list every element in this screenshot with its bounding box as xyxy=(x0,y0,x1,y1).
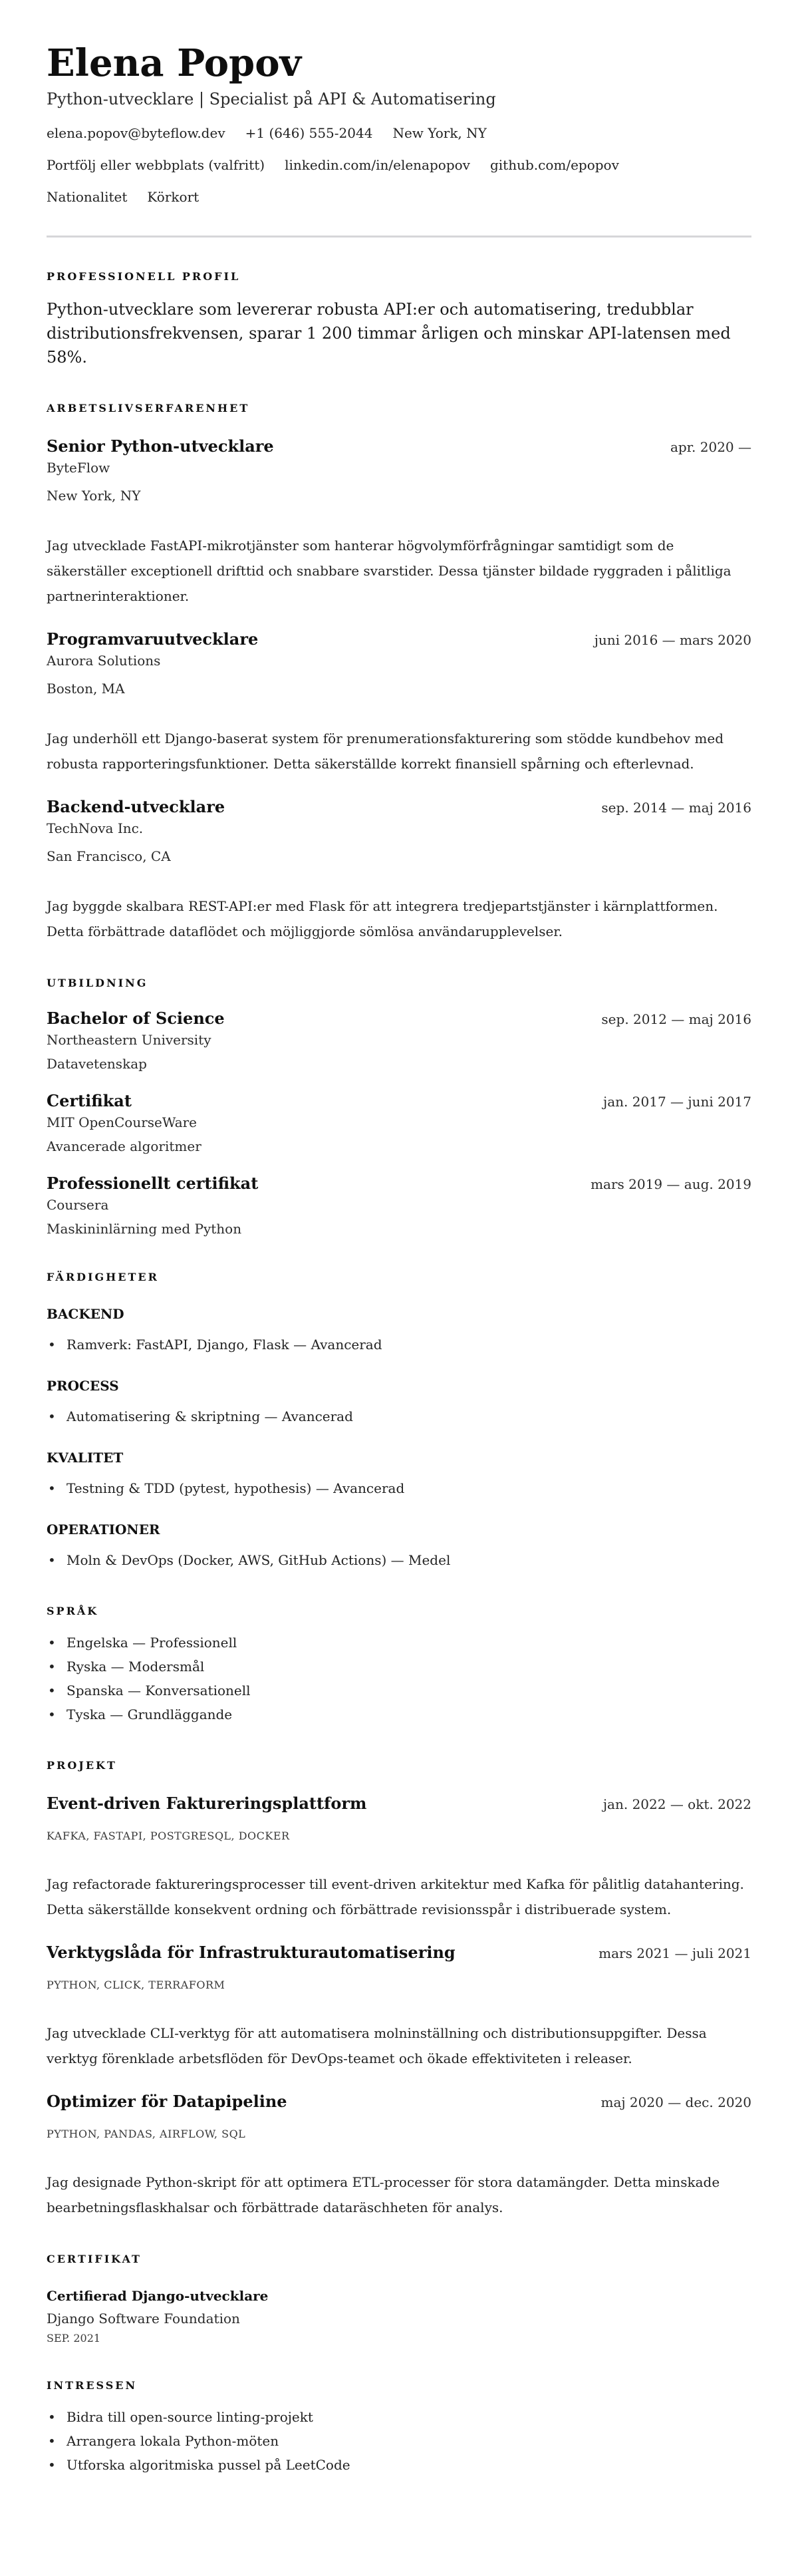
skill-list xyxy=(47,1333,751,1357)
company-name: TechNova Inc. xyxy=(47,820,144,836)
degree-title: Certifikat xyxy=(47,1091,132,1110)
interest-list xyxy=(47,2405,751,2477)
skill-list xyxy=(47,1476,751,1500)
section-title-certifications: CERTIFIKAT xyxy=(47,2253,142,2265)
contact-row-personal xyxy=(47,188,751,206)
experience-entry xyxy=(47,796,751,944)
github-link[interactable]: github.com/epopov xyxy=(489,157,619,173)
contact-row-links xyxy=(47,156,751,174)
languages-section xyxy=(47,1604,751,1726)
job-title: Senior Python-utvecklare xyxy=(47,436,274,456)
profile-section xyxy=(47,269,751,369)
linkedin-link[interactable]: linkedin.com/in/elenapopov xyxy=(285,157,470,173)
contact-row-primary xyxy=(47,124,751,142)
skill-item: • Testning & TDD (pytest, hypothesis) — Avancerad xyxy=(47,1476,751,1500)
section-title-experience: ARBETSLIVSERFARENHET xyxy=(47,402,250,414)
project-description: Jag designade Python-skript för att optimera ETL-processer för stora datamängder. Detta minskade bearbetningsflaskhalsar och förbättrade dataräschheten för analys. xyxy=(47,2174,720,2215)
project-name: Verktygslåda för Infrastrukturautomatisering xyxy=(47,1943,456,1962)
profile-summary: Python-utvecklare som levererar robusta API:er och automatisering, tredubblar distributionsfrekvensen, sparar 1 200 timmar årligen och minskar API-latensen med 58%. xyxy=(47,300,731,367)
skill-item: • Automatisering & skriptning — Avancerad xyxy=(47,1404,751,1428)
skill-group-title: KVALITET xyxy=(47,1450,124,1466)
header-divider xyxy=(47,236,751,238)
language-item: • Tyska — Grundläggande xyxy=(47,1702,751,1726)
language-item: • Spanska — Konversationell xyxy=(47,1679,751,1702)
field-of-study: Datavetenskap xyxy=(47,1056,147,1072)
education-date: sep. 2012 — maj 2016 xyxy=(601,1011,751,1027)
job-title: Backend-utvecklare xyxy=(47,797,225,816)
field-of-study: Avancerade algoritmer xyxy=(47,1138,201,1154)
interest-item: • Arrangera lokala Python-möten xyxy=(47,2429,751,2453)
project-name: Optimizer för Datapipeline xyxy=(47,2092,287,2111)
project-tech-stack: PYTHON, CLICK, TERRAFORM xyxy=(47,1979,225,1991)
candidate-name: Elena Popov xyxy=(47,41,302,85)
location: New York, NY xyxy=(392,125,487,141)
interest-item: • Utforska algoritmiska pussel på LeetCode xyxy=(47,2453,751,2477)
skill-list xyxy=(47,1548,751,1572)
skill-group-title: PROCESS xyxy=(47,1378,119,1394)
certification-date: SEP. 2021 xyxy=(47,2332,101,2344)
project-entry xyxy=(47,1942,751,2071)
project-date: maj 2020 — dec. 2020 xyxy=(600,2094,751,2110)
job-description: Jag utvecklade FastAPI-mikrotjänster som hanterar högvolymförfrågningar samtidigt som de säkerställer exceptionell drifttid och snabbare svarstider. Dessa tjänster bildade ryggraden i pålitliga partnerinteraktioner. xyxy=(47,538,732,604)
drivers-license: Körkort xyxy=(147,189,200,205)
phone-number: +1 (646) 555-2044 xyxy=(245,125,373,141)
nationality: Nationalitet xyxy=(47,189,128,205)
job-date: sep. 2014 — maj 2016 xyxy=(601,800,751,816)
projects-section xyxy=(47,1758,751,2220)
company-name: Aurora Solutions xyxy=(47,653,161,669)
education-entry xyxy=(47,1008,751,1073)
section-title-languages: SPRÅK xyxy=(47,1605,99,1617)
skill-list xyxy=(47,1404,751,1428)
email-link[interactable]: elena.popov@byteflow.dev xyxy=(47,125,225,141)
project-entry xyxy=(47,1793,751,1922)
education-entry xyxy=(47,1173,751,1238)
certification-name: Certifierad Django-utvecklare xyxy=(47,2288,269,2304)
degree-title: Bachelor of Science xyxy=(47,1009,225,1028)
interests-section xyxy=(47,2378,751,2477)
project-tech-stack: KAFKA, FASTAPI, POSTGRESQL, DOCKER xyxy=(47,1830,290,1842)
skill-group-title: OPERATIONER xyxy=(47,1522,160,1537)
job-title: Programvaruutvecklare xyxy=(47,629,259,649)
candidate-headline: Python-utvecklare | Specialist på API & Automatisering xyxy=(47,90,496,108)
project-date: mars 2021 — juli 2021 xyxy=(598,1945,751,1961)
section-title-profile: PROFESSIONELL PROFIL xyxy=(47,270,241,283)
skill-group-title: BACKEND xyxy=(47,1306,124,1322)
certification-issuer: Django Software Foundation xyxy=(47,2311,240,2327)
job-date: apr. 2020 — xyxy=(670,439,751,455)
company-name: ByteFlow xyxy=(47,460,110,476)
field-of-study: Maskininlärning med Python xyxy=(47,1221,242,1237)
job-description: Jag byggde skalbara REST-API:er med Flask för att integrera tredjepartstjänster i kärnplattformen. Detta förbättrade dataflödet och möjliggjorde sömlösa användarupplevelser. xyxy=(47,898,718,939)
section-title-projects: PROJEKT xyxy=(47,1759,117,1772)
language-item: • Ryska — Modersmål xyxy=(47,1655,751,1679)
school-name: Northeastern University xyxy=(47,1032,211,1048)
skill-item: • Moln & DevOps (Docker, AWS, GitHub Actions) — Medel xyxy=(47,1548,751,1572)
school-name: Coursera xyxy=(47,1197,109,1213)
job-description: Jag underhöll ett Django-baserat system för prenumerationsfakturering som stödde kundbehov med robusta rapporteringsfunktioner. Detta säkerställde korrekt finansiell spårning och efterlevnad. xyxy=(47,730,724,772)
degree-title: Professionellt certifikat xyxy=(47,1174,259,1193)
section-title-interests: INTRESSEN xyxy=(47,2379,138,2392)
portfolio-link[interactable]: Portfölj eller webbplats (valfritt) xyxy=(47,157,265,173)
project-date: jan. 2022 — okt. 2022 xyxy=(602,1796,751,1812)
section-title-skills: FÄRDIGHETER xyxy=(47,1271,159,1283)
language-item: • Engelska — Professionell xyxy=(47,1631,751,1655)
job-location: San Francisco, CA xyxy=(47,848,171,864)
resume-header xyxy=(47,41,751,206)
job-location: Boston, MA xyxy=(47,681,125,697)
education-date: mars 2019 — aug. 2019 xyxy=(591,1176,751,1192)
interest-item: • Bidra till open-source linting-projekt xyxy=(47,2405,751,2429)
project-description: Jag utvecklade CLI-verktyg för att automatisera molninställning och distributionsuppgifter. Dessa verktyg förenklade arbetsflöden för DevOps-teamet och ökade effektiviteten i releaser. xyxy=(47,2025,707,2066)
job-location: New York, NY xyxy=(47,488,141,504)
education-section xyxy=(47,976,751,1238)
experience-section xyxy=(47,401,751,944)
education-entry xyxy=(47,1090,751,1156)
experience-entry xyxy=(47,436,751,609)
project-name: Event-driven Faktureringsplattform xyxy=(47,1794,367,1813)
education-date: jan. 2017 — juni 2017 xyxy=(603,1094,751,1110)
project-tech-stack: PYTHON, PANDAS, AIRFLOW, SQL xyxy=(47,2128,246,2140)
certifications-section xyxy=(47,2252,751,2346)
skill-item: • Ramverk: FastAPI, Django, Flask — Avancerad xyxy=(47,1333,751,1357)
certification-entry xyxy=(47,2287,751,2346)
experience-entry xyxy=(47,629,751,776)
job-date: juni 2016 — mars 2020 xyxy=(594,632,751,648)
section-title-education: UTBILDNING xyxy=(47,977,148,989)
project-description: Jag refactorade faktureringsprocesser till event-driven arkitektur med Kafka för pålitlig datahantering. Detta säkerställde konsekvent ordning och förbättrade revisionsspår i distribuerade system. xyxy=(47,1876,744,1917)
skills-section xyxy=(47,1270,751,1572)
school-name: MIT OpenCourseWare xyxy=(47,1114,198,1130)
language-list xyxy=(47,1631,751,1726)
project-entry xyxy=(47,2091,751,2220)
